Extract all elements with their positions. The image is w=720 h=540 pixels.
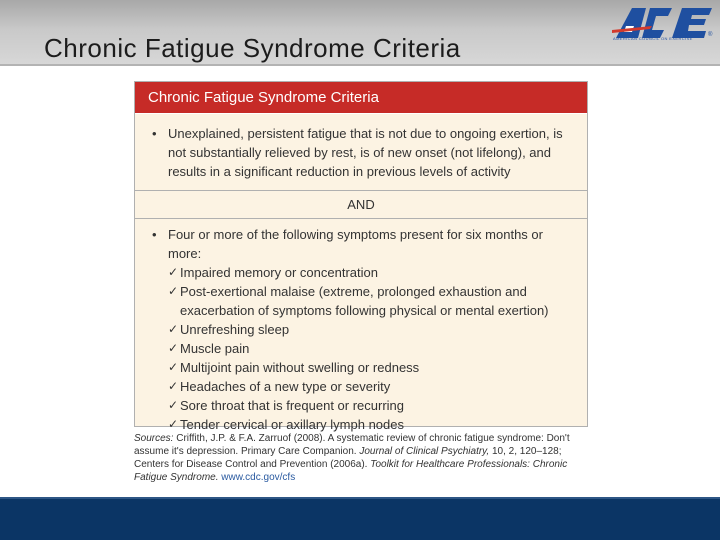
ace-logo-subtitle: AMERICAN COUNCIL ON EXERCISE	[613, 36, 693, 41]
criterion-row-1	[135, 114, 587, 191]
check-icon: ✓	[168, 417, 179, 431]
symptom-text: Multijoint pain without swelling or redness	[180, 360, 420, 375]
bullet-icon: •	[152, 126, 157, 141]
footer-band	[0, 497, 720, 540]
symptom-item	[168, 339, 577, 358]
sources-label: Sources:	[134, 433, 174, 444]
symptom-item	[168, 358, 577, 377]
check-icon: ✓	[168, 398, 179, 412]
symptom-item	[168, 396, 577, 415]
criterion-2-text: Four or more of the following symptoms present for six months or more:	[168, 227, 543, 261]
symptom-text: Muscle pain	[180, 341, 250, 356]
ace-logo-trademark: ®	[708, 32, 713, 38]
check-icon: ✓	[168, 284, 179, 298]
symptom-text: Headaches of a new type or severity	[180, 379, 391, 394]
symptom-text: Post-exertional malaise (extreme, prolonged exhaustion and exacerbation of symptoms following physical or mental exertion)	[180, 284, 549, 318]
symptom-item	[168, 377, 577, 396]
symptom-item	[168, 263, 577, 282]
symptom-list	[152, 263, 577, 434]
sources-url-link[interactable]: www.cdc.gov/cfs	[221, 472, 296, 483]
check-icon: ✓	[168, 341, 179, 355]
sources-part-2: 10, 2, 120–128; Centers for Disease Control and Prevention (2006a).	[134, 446, 562, 470]
criterion-row-2	[135, 219, 587, 434]
sources-part-1: Criffith, J.P. & F.A. Zarruof (2008). A systematic review of chronic fatigue syndrome: Don't assume it's depression. Primary Care Companion.	[134, 433, 570, 457]
check-icon: ✓	[168, 265, 179, 279]
symptom-item	[168, 320, 577, 339]
connector-row: AND	[135, 191, 587, 219]
sources-toolkit: Toolkit for Healthcare Professionals: Chronic Fatigue Syndrome.	[134, 459, 568, 483]
slide-title: Chronic Fatigue Syndrome Criteria	[44, 33, 461, 63]
check-icon: ✓	[168, 360, 179, 374]
criteria-table	[134, 81, 588, 432]
criterion-1-text: Unexplained, persistent fatigue that is not due to ongoing exertion, is not substantially relieved by rest, is of new onset (not lifelong), and results in a significant reduction in previous levels of activity	[168, 126, 563, 179]
check-icon: ✓	[168, 322, 179, 336]
symptom-item	[168, 282, 577, 320]
sources-journal: Journal of Clinical Psychiatry,	[359, 446, 490, 457]
symptom-text: Impaired memory or concentration	[180, 265, 378, 280]
criterion-2	[152, 225, 577, 263]
symptom-text: Unrefreshing sleep	[180, 322, 290, 337]
check-icon: ✓	[168, 379, 179, 393]
symptom-text: Sore throat that is frequent or recurring	[180, 398, 405, 413]
criterion-1	[152, 124, 575, 181]
bullet-icon: •	[152, 227, 157, 242]
table-header: Chronic Fatigue Syndrome Criteria	[135, 82, 587, 114]
sources-citation	[134, 432, 574, 484]
symptom-text: Tender cervical or axillary lymph nodes	[180, 417, 404, 432]
